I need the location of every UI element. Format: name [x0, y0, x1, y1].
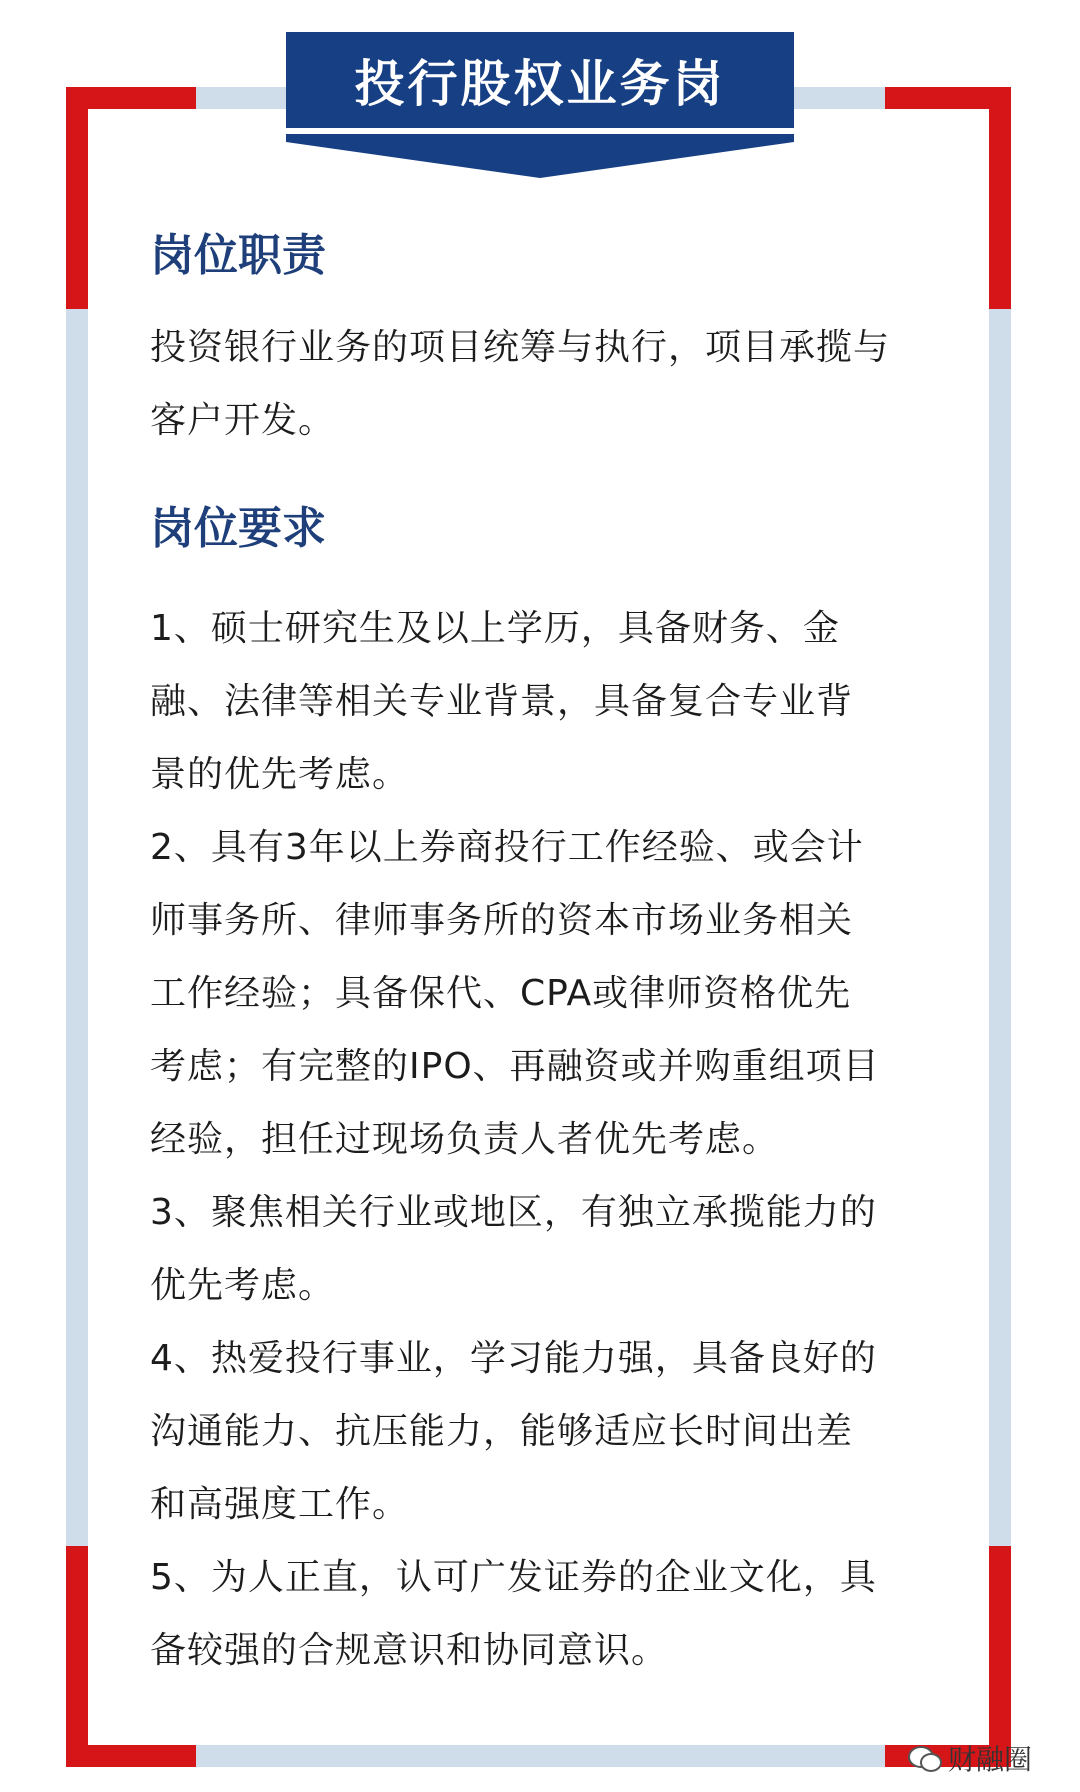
requirement-line: 1、硕士研究生及以上学历，具备财务、金 [150, 607, 840, 649]
requirement-line: 融、法律等相关专业背景，具备复合专业背 [150, 680, 854, 722]
requirement-line: 5、为人正直，认可广发证券的企业文化，具 [150, 1556, 877, 1598]
watermark-text: 财融圈 [947, 1743, 1032, 1776]
duties-text [150, 311, 950, 457]
corner-bottom-left-vertical [66, 1546, 88, 1767]
source-watermark [908, 1738, 1032, 1778]
title-banner [286, 32, 794, 128]
requirement-line: 师事务所、律师事务所的资本市场业务相关 [150, 899, 854, 941]
card-content [150, 220, 950, 1687]
banner-arrow [286, 142, 794, 178]
requirement-line: 沟通能力、抗压能力，能够适应长时间出差 [150, 1410, 854, 1452]
requirement-line: 考虑；有完整的IPO、再融资或并购重组项目 [150, 1045, 880, 1087]
requirement-line: 优先考虑。 [150, 1264, 336, 1306]
duties-line: 投资银行业务的项目统筹与执行，项目承揽与 [150, 326, 891, 368]
wechat-icon [908, 1744, 942, 1772]
banner-title: 投行股权业务岗 [354, 55, 726, 113]
requirement-line: 和高强度工作。 [150, 1483, 410, 1525]
requirement-line: 2、具有3年以上券商投行工作经验、或会计 [150, 826, 864, 868]
corner-top-left-vertical [66, 87, 88, 309]
requirement-line: 工作经验；具备保代、CPA或律师资格优先 [150, 972, 852, 1014]
banner-stripe [286, 134, 794, 142]
requirement-line: 景的优先考虑。 [150, 753, 410, 795]
corner-top-right-vertical [989, 87, 1011, 309]
requirement-line: 3、聚焦相关行业或地区，有独立承揽能力的 [150, 1191, 877, 1233]
requirements-list [150, 592, 950, 1687]
duties-heading: 岗位职责 [150, 230, 326, 281]
requirement-line: 备较强的合规意识和协同意识。 [150, 1629, 669, 1671]
duties-line: 客户开发。 [150, 399, 336, 441]
requirement-line: 4、热爱投行事业，学习能力强，具备良好的 [150, 1337, 877, 1379]
corner-bottom-right-vertical [989, 1546, 1011, 1767]
requirements-heading: 岗位要求 [150, 502, 326, 554]
requirement-line: 经验，担任过现场负责人者优先考虑。 [150, 1118, 780, 1160]
